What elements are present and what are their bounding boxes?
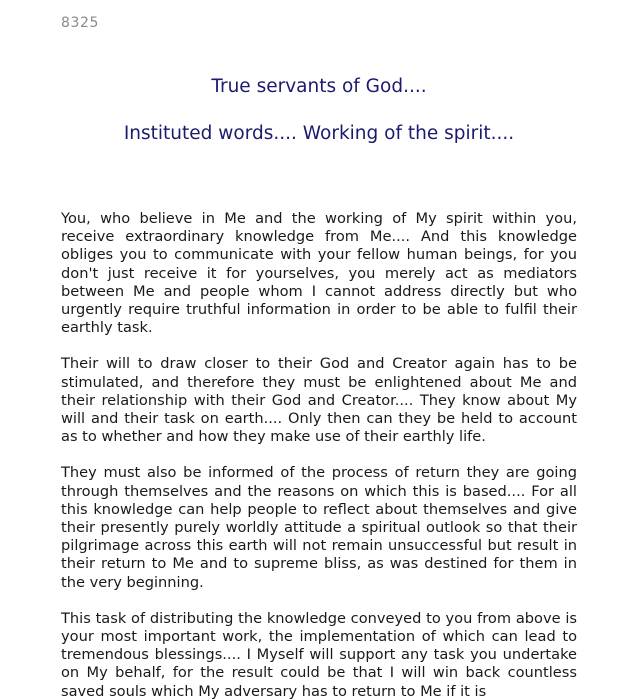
body-paragraph: This task of distributing the knowledge conveyed to you from above is your most important work, the implementation of which can lead to tremendous blessings.... I Myself will support any task you undertake on My behalf, for the result could be that I will win back countless saved souls which My adversary has to return to Me if it is — [61, 609, 577, 700]
document-title: True servants of God.... — [211, 76, 427, 97]
document-subtitle: Instituted words.... Working of the spirit.... — [123, 123, 515, 144]
body-paragraph: You, who believe in Me and the working of My spirit within you, receive extraordinary knowledge from Me.... And this knowledge obliges you to communicate with your fellow human beings, for you don't just receive it for yourselves, you merely act as mediators between Me and people whom I cannot address directly but who urgently require truthful information in order to be able to fulfil their earthly task. — [61, 210, 577, 337]
document-number: 8325 — [61, 15, 100, 31]
document-body — [61, 210, 577, 700]
body-paragraph: Their will to draw closer to their God and Creator again has to be stimulated, and therefore they must be enlightened about Me and their relationship with their God and Creator.... They know about My will and their task on earth.... Only then can they be held to account as to whether and how they make use of their earthly life. — [61, 355, 577, 446]
body-paragraph: They must also be informed of the process of return they are going through themselves and the reasons on which this is based.... For all this knowledge can help people to reflect about themselves and give their presently purely worldly attitude a spiritual outlook so that their pilgrimage across this earth will not remain unsuccessful but result in their return to Me and to supreme bliss, as was destined for them in the very beginning. — [61, 464, 577, 591]
